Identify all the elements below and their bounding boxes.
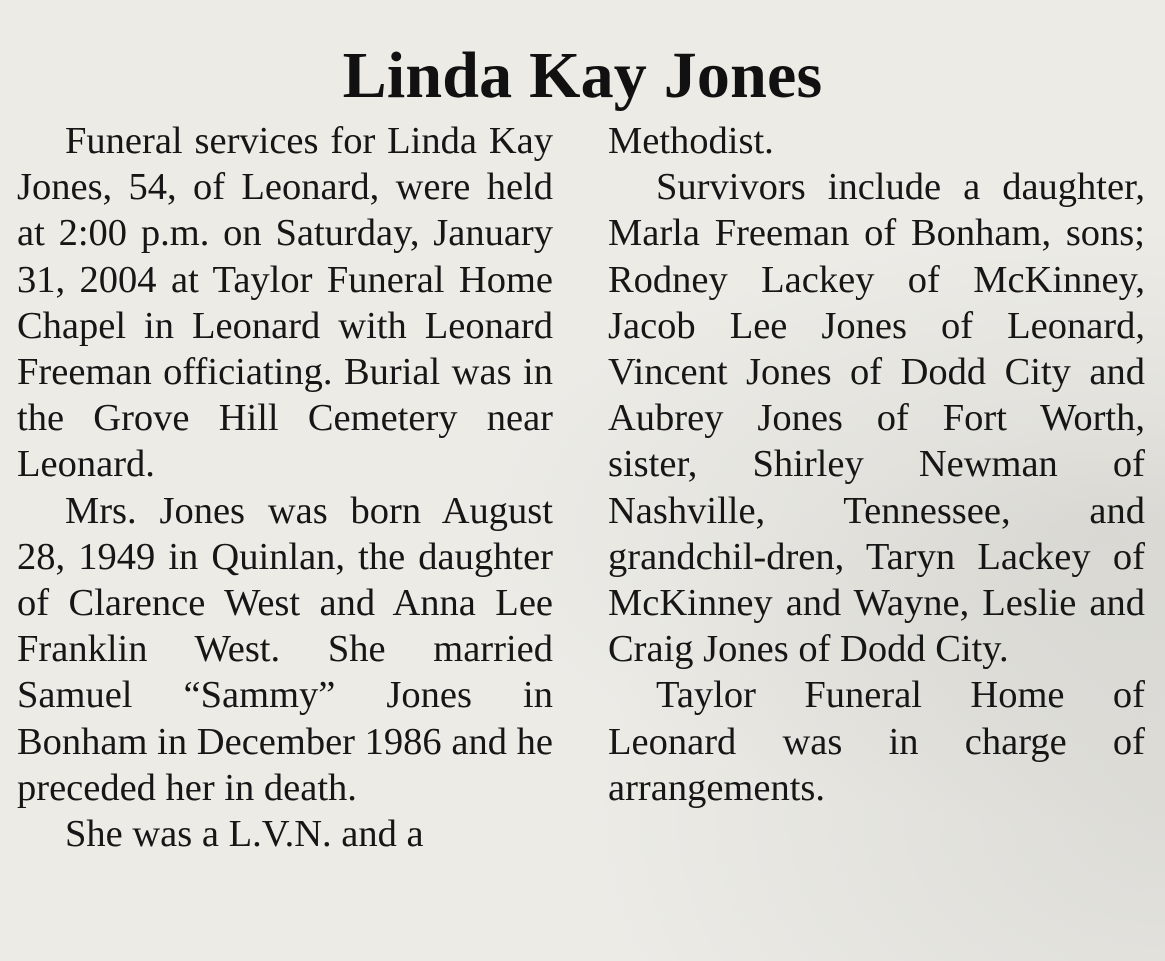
biography-paragraph: Mrs. Jones was born August 28, 1949 in Quinlan, the daughter of Clarence West and Anna Lee Franklin West. She married Samuel “Sammy” Jones in Bonham in December 1986 and he preceded her in death. — [17, 489, 553, 809]
survivors-paragraph: Survivors include a daughter, Marla Freeman of Bonham, sons; Rodney Lackey of McKinney, Jacob Lee Jones of Leonard, Vincent Jones of Dodd City and Aubrey Jones of Fort Worth, sister, Shirley Newman of Nashville, Tennessee, and grandchil-dren, Taryn Lackey of McKinney and Wayne, Leslie and Craig Jones of Dodd City. — [608, 166, 1145, 671]
left-column — [17, 118, 553, 857]
occupation-paragraph: She was a L.V.N. and a — [65, 813, 424, 856]
occupation-paragraph-continued: Methodist. — [608, 120, 774, 162]
funeral-services-paragraph: Funeral services for Linda Kay Jones, 54, of Leonard, were held at 2:00 p.m. on Saturday, January 31, 2004 at Taylor Funeral Home Chapel in Leonard with Leonard Freeman officiating. Burial was in the Grove Hill Cemetery near Leonard. — [17, 120, 553, 486]
obituary-title: Linda Kay Jones — [342, 39, 823, 112]
arrangements-paragraph: Taylor Funeral Home of Leonard was in charge of arrangements. — [608, 674, 1145, 809]
right-column — [608, 118, 1145, 811]
